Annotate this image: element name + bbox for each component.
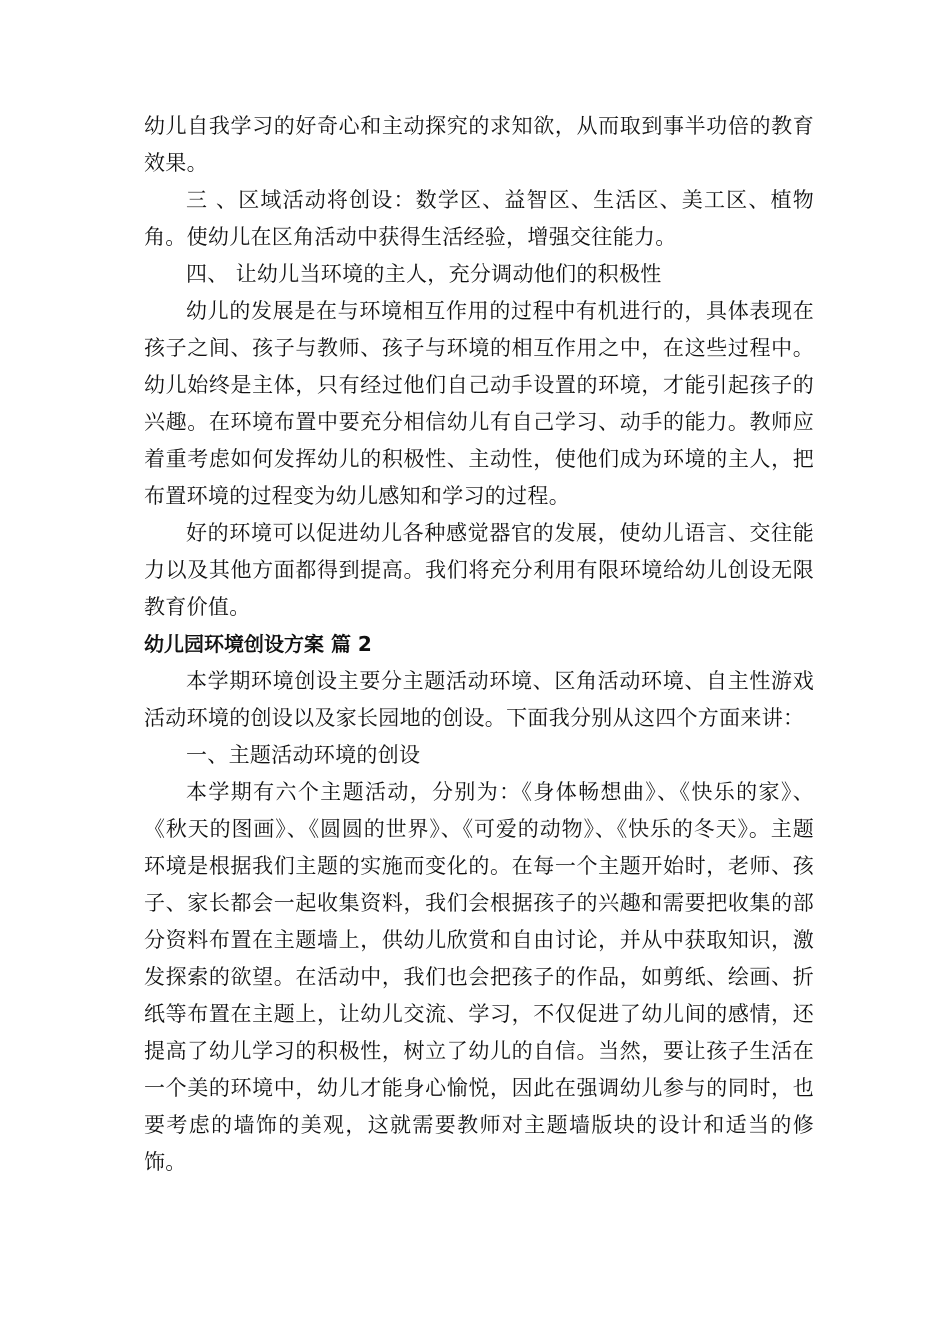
paragraph-subheading-theme: 一、主题活动环境的创设 [186, 743, 421, 767]
paragraph-area-activities: 三 、区域活动将创设：数学区、益智区、生活区、美工区、植物角。使幼儿在区角活动中获得生活经验，增强交往能力。 [144, 188, 814, 249]
document-page [144, 108, 814, 1181]
paragraph-good-environment: 好的环境可以促进幼儿各种感觉器官的发展，使幼儿语言、交往能力以及其他方面都得到提高。我们将充分利用有限环境给幼儿创设无限教育价值。 [144, 521, 814, 619]
paragraph-child-development: 幼儿的发展是在与环境相互作用的过程中有机进行的，具体表现在孩子之间、孩子与教师、孩子与环境的相互作用之中，在这些过程中。幼儿始终是主体，只有经过他们自己动手设置的环境，才能引起孩子的兴趣。在环境布置中要充分相信幼儿有自己学习、动手的能力。教师应着重考虑如何发挥幼儿的积极性、主动性，使他们成为环境的主人，把布置环境的过程变为幼儿感知和学习的过程。 [144, 299, 814, 508]
paragraph-point-four: 四、 让幼儿当环境的主人，充分调动他们的积极性 [186, 262, 662, 286]
section-heading: 幼儿园环境创设方案 篇 2 [144, 632, 372, 656]
paragraph-semester-intro: 本学期环境创设主要分主题活动环境、区角活动环境、自主性游戏活动环境的创设以及家长园地的创设。下面我分别从这四个方面来讲： [144, 669, 814, 730]
paragraph-theme-activities: 本学期有六个主题活动，分别为：《身体畅想曲》、《快乐的家》、《秋天的图画》、《圆圆的世界》、《可爱的动物》、《快乐的冬天》。主题环境是根据我们主题的实施而变化的。在每一个主题开始时，老师、孩子、家长都会一起收集资料，我们会根据孩子的兴趣和需要把收集的部分资料布置在主题墙上，供幼儿欣赏和自由讨论，并从中获取知识，激发探索的欲望。在活动中，我们也会把孩子的作品，如剪纸、绘画、折纸等布置在主题上，让幼儿交流、学习，不仅促进了幼儿间的感情，还提高了幼儿学习的积极性，树立了幼儿的自信。当然，要让孩子生活在一个美的环境中，幼儿才能身心愉悦，因此在强调幼儿参与的同时，也要考虑的墙饰的美观，这就需要教师对主题墙版块的设计和适当的修饰。 [144, 780, 814, 1174]
paragraph-continuation: 幼儿自我学习的好奇心和主动探究的求知欲，从而取到事半功倍的教育效果。 [144, 114, 814, 175]
